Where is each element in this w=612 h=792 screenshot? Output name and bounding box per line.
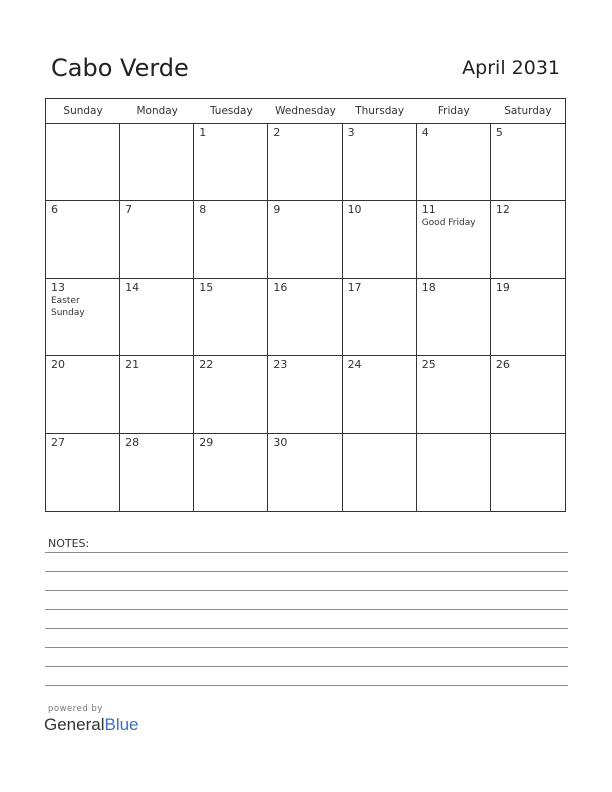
weekday-tuesday: Tuesday <box>209 105 253 117</box>
day-cell <box>120 124 194 201</box>
day-number: 17 <box>347 280 362 294</box>
day-number: 16 <box>273 280 288 294</box>
day-number: 10 <box>347 203 362 217</box>
day-cell <box>120 434 194 511</box>
day-cell <box>417 434 491 511</box>
day-number: 18 <box>421 280 436 294</box>
day-cell <box>194 124 268 201</box>
day-cell <box>268 201 342 278</box>
day-number: 12 <box>495 203 510 217</box>
day-number: 4 <box>421 126 429 139</box>
day-number: 30 <box>273 435 288 449</box>
day-number: 1 <box>199 126 207 139</box>
note-line <box>45 628 568 629</box>
day-number: 23 <box>273 358 288 372</box>
day-cell <box>194 434 268 511</box>
day-number: 22 <box>199 358 214 372</box>
day-cell <box>491 124 565 201</box>
note-line <box>45 685 568 686</box>
note-line <box>45 590 568 591</box>
day-cell <box>417 356 491 433</box>
day-number: 9 <box>273 203 281 217</box>
day-cell <box>268 434 342 511</box>
powered-by-text: powered by <box>48 704 103 714</box>
weekday-thursday: Thursday <box>355 105 405 117</box>
note-line <box>45 609 568 610</box>
day-number: 15 <box>199 280 214 294</box>
weekday-saturday: Saturday <box>504 105 552 117</box>
day-cell <box>491 279 565 356</box>
day-cell <box>46 124 120 201</box>
day-cell <box>46 201 120 278</box>
day-cell <box>120 356 194 433</box>
day-cell <box>268 124 342 201</box>
day-number: 29 <box>199 435 214 449</box>
day-number: 13 <box>51 280 65 294</box>
calendar-grid <box>45 98 566 512</box>
day-cell <box>417 124 491 201</box>
day-number: 25 <box>421 358 436 372</box>
day-number: 8 <box>199 203 207 217</box>
holiday-label: Easter Sunday <box>51 295 85 318</box>
day-number: 7 <box>125 203 133 217</box>
weekday-monday: Monday <box>136 105 178 117</box>
day-cell <box>343 356 417 433</box>
day-cell <box>417 201 491 278</box>
weekday-friday: Friday <box>437 105 470 117</box>
day-cell <box>194 279 268 356</box>
note-line <box>45 571 568 572</box>
brand-name-general: General <box>44 715 105 734</box>
day-number: 27 <box>51 435 65 449</box>
day-number: 26 <box>495 358 510 372</box>
day-number: 20 <box>51 358 65 372</box>
holiday-label: Good Friday <box>421 218 476 229</box>
day-number: 24 <box>347 358 362 372</box>
calendar-title: Cabo Verde <box>51 54 189 82</box>
note-line <box>45 666 568 667</box>
weekday-header-row <box>46 99 565 124</box>
day-cell <box>120 201 194 278</box>
day-number: 14 <box>125 280 140 294</box>
brand-name <box>44 715 139 735</box>
day-number: 28 <box>125 435 140 449</box>
day-cell <box>46 356 120 433</box>
day-cell <box>46 434 120 511</box>
day-cell <box>491 434 565 511</box>
brand-name-blue: Blue <box>104 715 139 734</box>
day-cell <box>343 124 417 201</box>
note-line <box>45 647 568 648</box>
day-cell <box>268 356 342 433</box>
day-cell <box>343 279 417 356</box>
day-cell <box>417 279 491 356</box>
weekday-sunday: Sunday <box>63 105 103 117</box>
day-number: 21 <box>125 358 140 372</box>
weekday-wednesday: Wednesday <box>275 105 336 117</box>
notes-label: NOTES: <box>48 537 90 550</box>
day-number: 5 <box>495 126 503 139</box>
note-line <box>45 552 568 553</box>
day-cell <box>46 279 120 356</box>
day-cell <box>343 434 417 511</box>
day-number: 11 <box>421 203 436 217</box>
day-cell <box>194 201 268 278</box>
day-number: 2 <box>273 126 281 139</box>
day-number: 3 <box>347 126 355 139</box>
day-number: 19 <box>495 280 510 294</box>
day-cell <box>268 279 342 356</box>
month-year-label: April 2031 <box>462 57 560 79</box>
brand-logo <box>44 704 139 735</box>
day-number: 6 <box>51 203 58 217</box>
day-cell <box>120 279 194 356</box>
day-grid <box>46 124 565 511</box>
day-cell <box>491 356 565 433</box>
day-cell <box>194 356 268 433</box>
day-cell <box>491 201 565 278</box>
day-cell <box>343 201 417 278</box>
